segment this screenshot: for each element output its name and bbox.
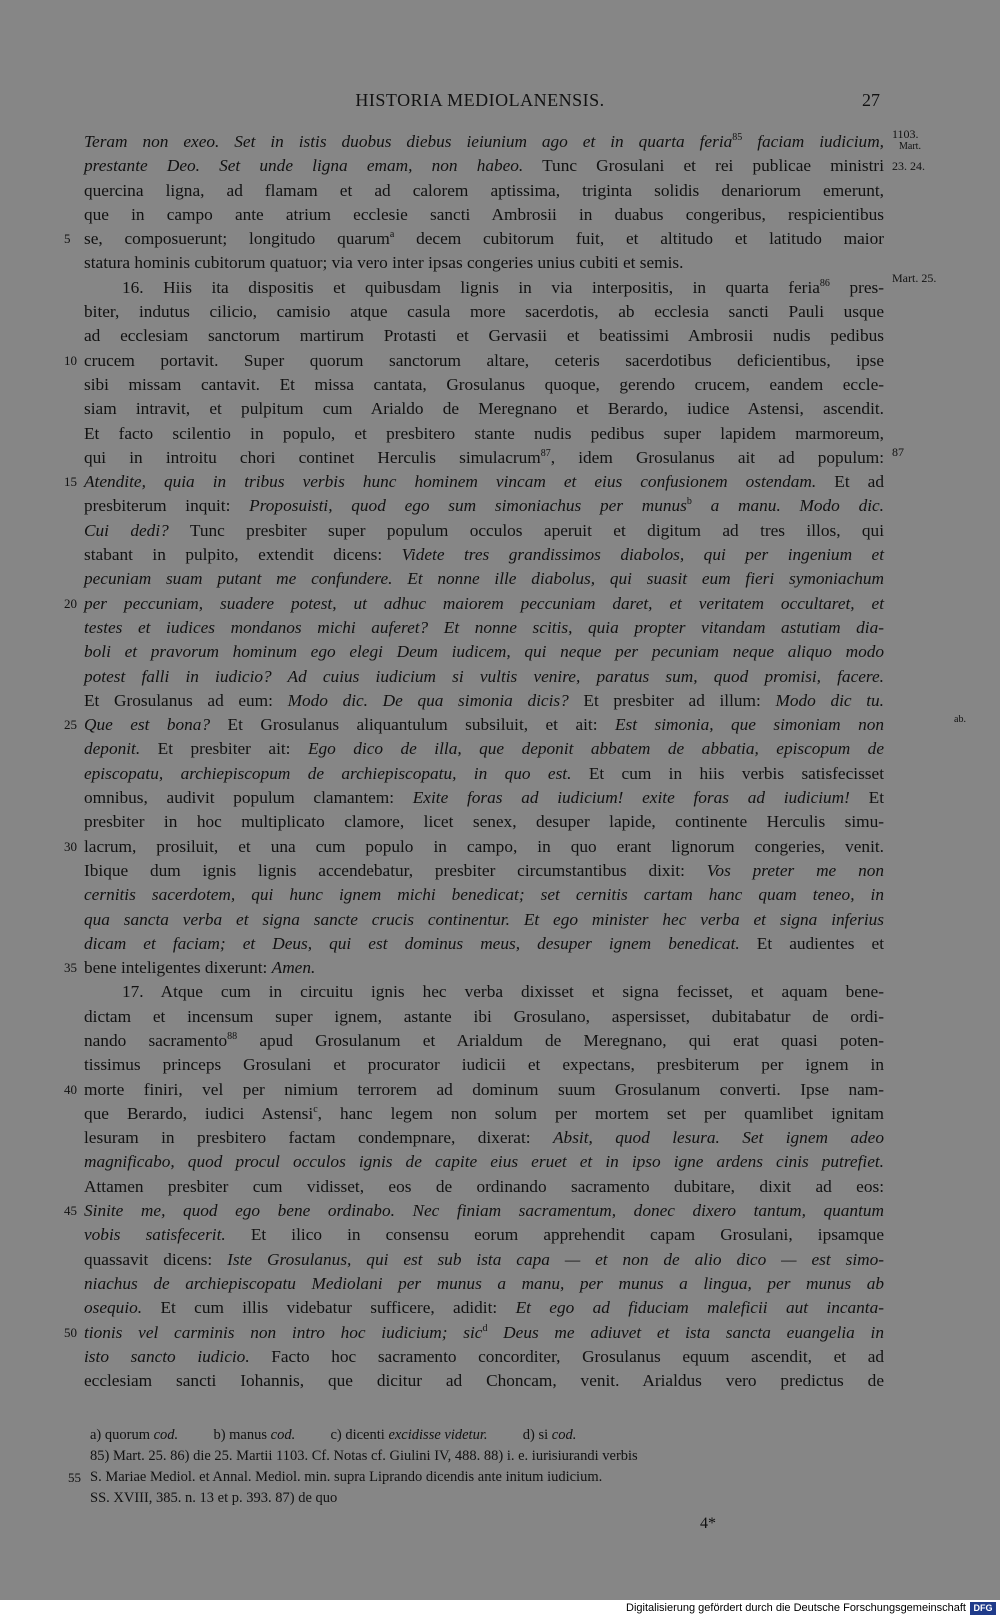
apparatus-abbr: cod.	[153, 1427, 179, 1443]
text-span: quassavit dicens:	[84, 1249, 228, 1269]
text-line	[84, 1248, 884, 1272]
italic-text: Proposuisti, quod ego sum simoniachus per munus	[249, 496, 687, 516]
text-line	[84, 908, 884, 932]
italic-text: per peccuniam, suadere potest, ut adhuc maiorem peccuniam daret, et veritatem occultaret, et	[84, 593, 884, 613]
italic-text: a manu. Modo dic.	[691, 496, 884, 516]
italic-text: Iste Grosulanus, qui est sub ista capa — et non de alio dico — est simo-	[227, 1249, 884, 1269]
text-span: Tunc presbiter super populum occulos aperuit et digitum ad tres illos, qui	[168, 520, 885, 540]
footnote-ref: c	[313, 1104, 318, 1116]
text-line	[84, 1053, 884, 1077]
text-line	[64, 956, 884, 980]
italic-text: pecuniam suam putant me confundere. Et nonne ille diabolus, qui suasit eum fieri symoniachum	[84, 569, 884, 589]
margin-note-ref: 87	[892, 444, 904, 459]
text-span: sibi missam cantavit. Et missa cantata, Grosulanus quoque, gerendo crucem, eandem eccle-	[84, 374, 884, 394]
text-span: statura hominis cubitorum quatuor; via vero inter ipsas congeries unius cubiti et semis.	[84, 253, 684, 273]
main-text	[64, 127, 966, 1393]
text-span: Et ad	[816, 472, 884, 492]
line-number: 40	[64, 1081, 77, 1097]
text-span: se, composuerunt; longitudo quarum	[84, 229, 390, 249]
critical-apparatus	[90, 1425, 910, 1446]
footnote-line	[68, 1467, 910, 1488]
text-span: que in campo ante atrium ecclesie sancti Ambrosii in duabus congeribus, respicientibus	[84, 204, 884, 224]
italic-text: cernitis sacerdotem, qui hunc ignem michi benedicat; set cernitis cartam hanc quam teneo, in	[84, 885, 884, 905]
italic-text: niachus de archiepiscopatu Mediolani per munus a manu, per munus a lingua, per munus ab	[84, 1273, 884, 1293]
text-span: 17. Atque cum in circuitu ignis hec verba dixisset et signa fecisset, et aquam bene-	[122, 982, 884, 1002]
italic-text: Sinite me, quod ego bene ordinabo. Nec finiam sacramentum, donec dixero tantum, quantum	[84, 1201, 884, 1221]
margin-date-month: Mart.	[899, 141, 921, 152]
text-line	[84, 1005, 884, 1029]
text-line	[84, 689, 884, 713]
line-number: 30	[64, 838, 77, 854]
text-line	[84, 762, 884, 786]
apparatus-mark: a)	[90, 1427, 102, 1443]
apparatus-reading: quorum	[104, 1427, 150, 1443]
apparatus-note: excidisse videtur.	[388, 1427, 488, 1443]
text-span: Et cum in hiis verbis satisfecisset	[571, 763, 884, 783]
text-span: nando sacramento	[84, 1030, 228, 1050]
italic-text: Amen.	[271, 958, 316, 978]
italic-text: isto sancto iudicio.	[84, 1346, 250, 1366]
footnote-ref: 88	[227, 1031, 238, 1043]
italic-text: faciam iudicium,	[742, 132, 884, 151]
text-span: Et facto scilentio in populo, et presbitero stante nudis pedibus super lapidem marmoreum,	[84, 423, 884, 443]
text-span: Et cum illis videbatur sufficere, adidit:	[142, 1298, 516, 1318]
text-span: , hanc legem non solum per mortem set per quamlibet ignitam	[317, 1103, 884, 1123]
italic-text: Atendite, quia in tribus verbis hunc hominem vincam et eius confusionem ostendam.	[84, 472, 817, 492]
text-line	[84, 1175, 884, 1199]
italic-text: qua sancta verba et signa sancte crucis continentur. Et ego minister hec verba et signa inferius	[84, 909, 884, 929]
italic-text: Deus me adiuvet et ista sancta euangelia in	[487, 1322, 885, 1342]
text-line	[84, 444, 904, 470]
italic-text: Exite foras ad iudicium! exite foras ad iudicium!	[412, 788, 850, 808]
italic-text: Vos preter me non	[706, 860, 884, 880]
text-line	[84, 567, 884, 591]
text-line	[64, 1078, 884, 1102]
text-span: dictam et incensum super ignem, astante ibi Grosulano, aspersisset, dubitabatur de ordi-	[84, 1006, 884, 1026]
text-line	[84, 1126, 884, 1150]
italic-text: Modo dic. De qua simonia dicis?	[287, 690, 569, 710]
text-span: decem cubitorum fuit, et altitudo et latitudo maior	[394, 229, 884, 249]
text-span: pres-	[829, 277, 884, 297]
text-span: ad ecclesiam sanctorum martirum Protasti et Gervasii et beatissimi Ambrosii nudis pedibus	[84, 326, 884, 346]
text-span: bene inteligentes dixerunt:	[84, 958, 272, 978]
text-line	[64, 835, 884, 859]
italic-text: Est simonia, que simoniam non	[614, 715, 884, 735]
apparatus-mark: b)	[213, 1427, 226, 1443]
text-line	[64, 592, 884, 616]
text-span: Et audientes et	[739, 933, 885, 953]
text-line	[84, 1296, 884, 1320]
text-span: morte finiri, vel per nimium terrorem ad dominum suum Grosulanum converti. Ipse nam-	[84, 1079, 884, 1099]
margin-note-small: ab.	[954, 714, 966, 726]
text-line	[84, 373, 884, 397]
apparatus-reading: dicenti	[345, 1427, 385, 1443]
text-line	[64, 470, 884, 494]
margin-date-year: 1103.	[892, 127, 919, 141]
funding-notice: Digitalisierung gefördert durch die Deutsche Forschungsgemeinschaft	[626, 1602, 966, 1614]
text-span: apud Grosulanum et Arialdum de Meregnano, qui erat quasi poten-	[237, 1030, 884, 1050]
text-line	[84, 251, 884, 275]
italic-text: magnificabo, quod procul occulos ignis de capite eius eruet et in ipso igne ardens cinis putrefiet.	[84, 1152, 884, 1172]
italic-text: Teram non exeo. Set in istis duobus diebus ieiunium ago et in quarta feria	[84, 132, 733, 151]
dfg-logo-icon: DFG	[970, 1602, 996, 1615]
italic-text: testes et iudices mondanos michi auferet? Et nonne scitis, quia propter vitandam astutiam dia-	[84, 617, 884, 637]
text-line	[84, 397, 884, 421]
margin-date-days: 23. 24.	[892, 159, 925, 174]
line-number: 50	[64, 1324, 77, 1340]
running-head	[80, 90, 880, 114]
footnote-ref: a	[389, 229, 395, 241]
text-span: presbiter in hoc multiplicato clamore, licet senex, desuper lapide, continente Herculis simu-	[84, 812, 884, 832]
text-span: Et Grosulanus aliquantulum subsiluit, et ait:	[210, 715, 615, 735]
text-span: lesuram in presbitero factam condempnare, dixerat:	[84, 1128, 553, 1148]
text-line	[84, 127, 921, 154]
footnote-ref: d	[482, 1322, 488, 1334]
text-line	[84, 737, 884, 761]
text-span: Attamen presbiter cum vidisset, eos de ordinando sacramento dubitare, dixit ad eos:	[84, 1176, 884, 1196]
text-line	[84, 810, 884, 834]
text-line	[64, 1199, 884, 1223]
section-17-start	[84, 980, 884, 1004]
footnote-ref: 85	[732, 132, 743, 144]
text-line	[84, 324, 884, 348]
footnotes	[68, 1425, 910, 1509]
text-line	[84, 665, 884, 689]
text-line	[84, 932, 884, 956]
text-span: Et ilico in consensu eorum apprehendit capam Grosulani, ipsamque	[225, 1225, 884, 1245]
text-line	[64, 1321, 885, 1345]
italic-text: Que est bona?	[84, 715, 211, 735]
apparatus-mark: c)	[330, 1427, 342, 1443]
text-line	[84, 543, 884, 567]
italic-text: Modo dic tu.	[775, 690, 884, 710]
apparatus-abbr: cod.	[270, 1427, 296, 1443]
text-span: siam intravit, et pulpitum cum Arialdo de Meregnano et Berardo, iudice Astensi, ascendit.	[84, 399, 884, 419]
italic-text: tionis vel carminis non intro hoc iudicium; sic	[84, 1322, 483, 1342]
text-span: 16. Hiis ita dispositis et quibusdam lignis in via interpositis, in quarta feria	[122, 277, 820, 297]
text-span: qui in introitu chori continet Herculis simulacrum	[84, 447, 541, 467]
text-line	[84, 859, 884, 883]
text-span: crucem portavit. Super quorum sanctorum altare, ceteris sacerdotibus deficientibus, ipse	[84, 350, 884, 370]
italic-text: boli et pravorum hominum ego elegi Deum iudicem, qui neque per pecuniam neque aliquo modo	[84, 642, 884, 662]
text-span: Et	[849, 788, 884, 808]
apparatus-abbr: cod.	[551, 1427, 577, 1443]
text-span: Tunc Grosulani et rei publicae ministri	[523, 156, 884, 176]
line-number: 25	[64, 717, 77, 733]
footnote-line: 85) Mart. 25. 86) die 25. Martii 1103. Cf. Notas cf. Giulini IV, 488. 88) i. e. iurisiurandi verbis	[90, 1448, 638, 1464]
text-span: Et Grosulanus ad eum:	[84, 690, 288, 710]
text-span: presbiterum inquit:	[84, 496, 250, 516]
line-number: 55	[68, 1470, 81, 1485]
footnote-ref: b	[686, 496, 692, 508]
text-line	[84, 1272, 884, 1296]
line-number: 45	[64, 1203, 77, 1219]
text-span: lacrum, prosiluit, et una cum populo in campo, in quo erant lignorum congeries, venit.	[84, 836, 884, 856]
text-line	[84, 786, 884, 810]
text-span: ecclesiam sancti Iohannis, que dicitur ad Choncam, venit. Arialdus vero predictus de	[84, 1371, 884, 1391]
italic-text: potest falli in iudicio? Ad cuius iudicium si vultis venire, paratus sum, quod promisi, facere.	[84, 666, 884, 686]
text-line	[84, 1369, 884, 1393]
text-line	[84, 519, 884, 543]
text-span: Ibique dum ignis lignis accendebatur, presbiter circumstantibus dixit:	[84, 860, 707, 880]
line-number: 10	[64, 352, 77, 368]
apparatus-reading: manus	[229, 1427, 268, 1443]
text-line	[64, 713, 966, 737]
text-line	[64, 227, 884, 251]
text-span: omnibus, audivit populum clamantem:	[84, 788, 413, 808]
italic-text: Cui dedi?	[84, 520, 169, 540]
text-line	[84, 1345, 884, 1369]
text-line	[84, 300, 884, 324]
running-head-title: HISTORIA MEDIOLANENSIS.	[355, 90, 605, 110]
text-line	[84, 1223, 884, 1247]
text-line	[84, 179, 884, 203]
text-span: tissimus princeps Grosulani et procurator iudicii et expectans, presbiterum per ignem in	[84, 1055, 884, 1075]
text-span: quercina ligna, ad flamam et ad calorem aptissima, triginta solidis denariorum emerunt,	[84, 180, 884, 200]
line-number: 20	[64, 595, 77, 611]
italic-text: Videte tres grandissimos diabolos, qui per ingenium et	[401, 545, 884, 565]
text-line	[84, 1029, 884, 1053]
text-span: que Berardo, iudici Astensi	[84, 1103, 314, 1123]
italic-text: Absit, quod lesura. Set ignem adeo	[553, 1128, 884, 1148]
text-line	[84, 616, 884, 640]
italic-text: deponit.	[84, 739, 141, 759]
text-span: Facto hoc sacramento concorditer, Grosulanus equum ascendit, et ad	[249, 1346, 885, 1366]
footer-bar	[0, 1600, 1000, 1617]
text-span: biter, indutus cilicio, camisio atque casula more sacerdotis, ab ecclesia sancti Pauli usque	[84, 302, 884, 322]
text-span: , idem Grosulanus ait ad populum:	[550, 447, 885, 467]
italic-text: osequio.	[84, 1298, 143, 1318]
italic-text: Et ego ad fiduciam maleficii aut incanta-	[515, 1298, 884, 1318]
text-span: stabant in pulpito, extendit dicens:	[84, 545, 402, 565]
italic-text: prestante Deo. Set unde ligna emam, non habeo.	[84, 156, 524, 176]
footnote-ref: 86	[819, 278, 830, 290]
line-number: 5	[64, 231, 71, 247]
apparatus-mark: d)	[522, 1427, 535, 1443]
text-span: Et presbiter ait:	[140, 739, 308, 759]
text-line	[84, 422, 884, 446]
footnote-ref: 87	[540, 448, 551, 460]
text-line	[84, 494, 884, 518]
page-number: 27	[862, 90, 880, 110]
margin-date-mart25: Mart. 25.	[892, 270, 937, 285]
text-line	[84, 640, 884, 664]
text-line	[64, 349, 884, 373]
text-line	[84, 1150, 884, 1174]
text-line	[84, 203, 884, 227]
italic-text: dicam et faciam; et Deus, qui est dominus meus, desuper ignem benedicat.	[84, 933, 740, 953]
italic-text: episcopatu, archiepiscopum de archiepiscopatu, in quo est.	[84, 763, 572, 783]
text-line	[84, 883, 884, 907]
line-number: 15	[64, 474, 77, 490]
section-16-start	[84, 270, 937, 300]
text-line	[84, 154, 925, 178]
signature-mark: 4*	[700, 1515, 716, 1532]
italic-text: vobis satisfecerit.	[84, 1225, 226, 1245]
line-number: 35	[64, 960, 77, 976]
text-line	[84, 1102, 884, 1126]
footnote-line: SS. XVIII, 385. n. 13 et p. 393. 87) de quo	[90, 1490, 338, 1506]
apparatus-reading: si	[538, 1427, 549, 1443]
italic-text: Ego dico de illa, que deponit abbatem de abbatia, episcopum de	[307, 739, 884, 759]
footnote-text: S. Mariae Mediol. et Annal. Mediol. min. supra Liprando dicendis ante initum iudicium.	[90, 1469, 603, 1485]
text-span: Et presbiter ad illum:	[568, 690, 776, 710]
